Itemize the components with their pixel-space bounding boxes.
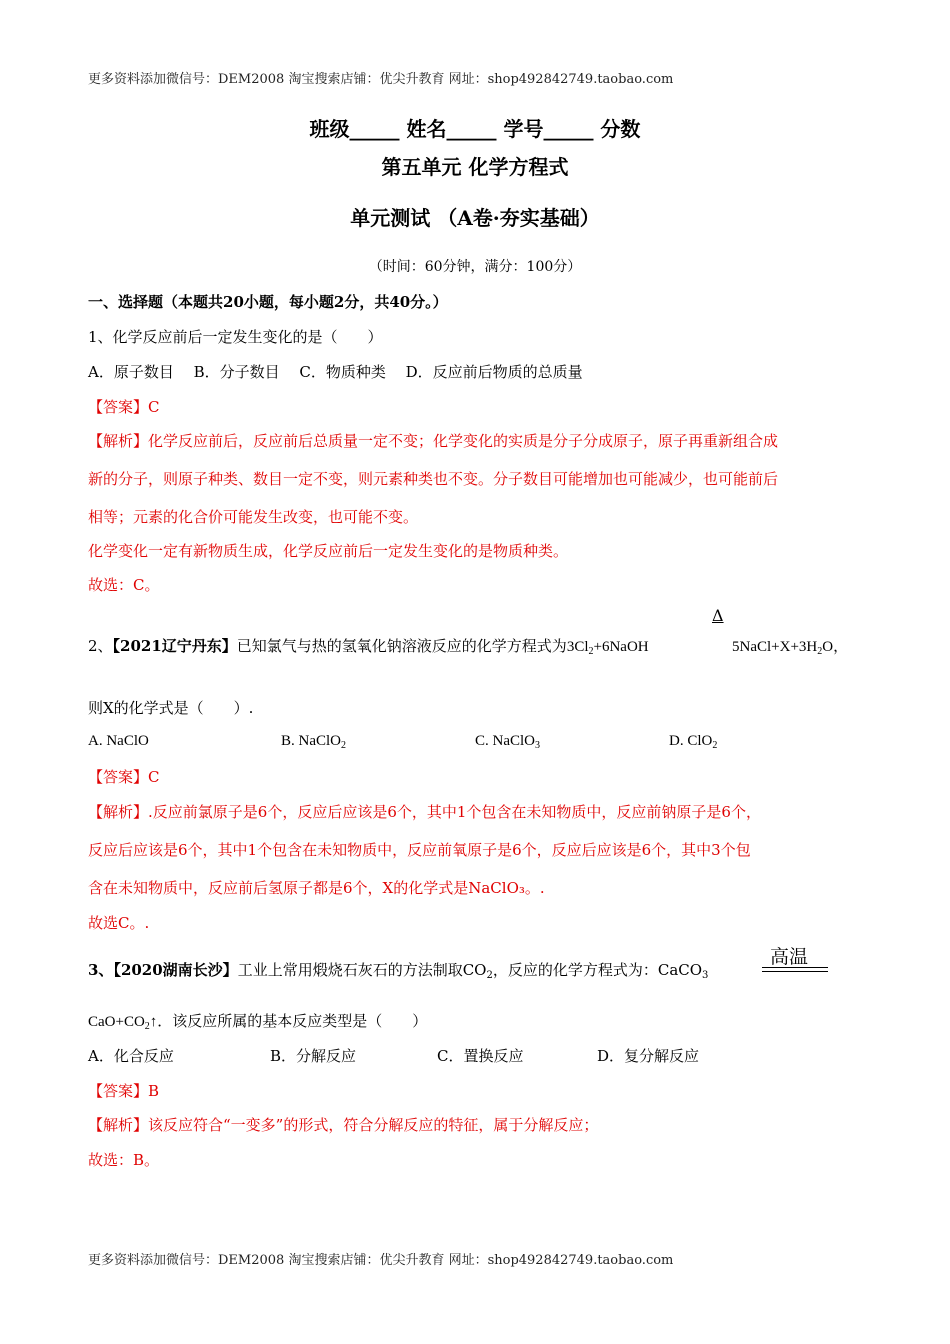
q3-equation-line xyxy=(762,971,828,972)
section-title: 一、选择题（本题共20小题，每小题2分，共40分。） xyxy=(88,293,448,311)
q1-conclusion: 故选：C。 xyxy=(88,576,160,594)
q3-number: 3、 xyxy=(88,961,114,979)
q2-equation-right: $5NaCl+X+3H_2O$， xyxy=(732,639,849,657)
q2-option-a: A. NaClO xyxy=(88,733,149,749)
q2-analysis-line: 含在未知物质中，反应前后氢原子都是6个，X的化学式是NaClO₃。. xyxy=(88,879,545,897)
footer-note: 更多资料添加微信号：DEM2008 淘宝搜索店铺：优尖升教育 网址：shop492842749.taobao.com xyxy=(88,1253,674,1268)
q2-option-b: B. NaClO$_2$ xyxy=(281,733,346,751)
q3-source: 【2020湖南长沙】 xyxy=(113,961,238,979)
q2-equation-left: $3Cl_2+6NaOH$ xyxy=(566,639,649,657)
q2-stem-text: 已知氯气与热的氢氧化钠溶液反应的化学方程式为 xyxy=(236,637,567,655)
q2-number: 2、 xyxy=(88,637,113,655)
q1-analysis-line: 相等；元素的化合价可能发生改变，也可能不变。 xyxy=(88,508,419,526)
q3-option-c: C．置换反应 xyxy=(437,1047,524,1065)
q3-condition-high-temp: 高温 xyxy=(770,947,809,968)
q3-stem-text: 工业上常用煅烧石灰石的方法制取CO xyxy=(237,961,487,979)
q1-analysis-line: 【解析】化学反应前后，反应前后总质量一定不变；化学变化的实质是分子分成原子，原子再重新组合成 xyxy=(88,432,779,450)
q2-followup: 则X的化学式是（ ）. xyxy=(88,699,254,717)
q2-analysis-line: 【解析】.反应前氯原子是6个，反应后应该是6个，其中1个包含在未知物质中，反应前钠原子是6个， xyxy=(88,803,761,821)
q3-answer: 【答案】B xyxy=(88,1082,160,1100)
test-title: 单元测试 （A卷·夯实基础） xyxy=(350,206,600,230)
q2-conclusion: 故选C。. xyxy=(88,914,150,932)
q1-options: A．原子数目 B．分子数目 C．物质种类 D．反应前后物质的总质量 xyxy=(88,363,583,381)
q2-option-c: C. NaClO$_3$ xyxy=(475,733,540,751)
q3-analysis: 【解析】该反应符合“一变多”的形式，符合分解反应的特征，属于分解反应； xyxy=(88,1116,599,1134)
q3-conclusion: 故选：B。 xyxy=(88,1151,160,1169)
q3-equation-products: $CaO+CO_2↑$．该反应所属的基本反应类型是（ ） xyxy=(88,1014,428,1032)
q1-analysis-line: 新的分子，则原子种类、数目一定不变，则元素种类也不变。分子数目可能增加也可能减少，也可能前后 xyxy=(88,470,779,488)
q3-stem: 3、【2020湖南长沙】工业上常用煅烧石灰石的方法制取$CO_2$，反应的化学方程式为：CaCO$_3$ xyxy=(88,961,709,981)
unit-title: 第五单元 化学方程式 xyxy=(381,155,569,179)
q3-option-a: A．化合反应 xyxy=(88,1047,174,1065)
time-info: （时间：60分钟，满分：100分） xyxy=(368,259,582,275)
q2-source: 【2021辽宁丹东】 xyxy=(112,637,237,655)
q2-answer: 【答案】C xyxy=(88,768,160,786)
header-note: 更多资料添加微信号：DEM2008 淘宝搜索店铺：优尖升教育 网址：shop492842749.taobao.com xyxy=(88,72,674,87)
q1-stem: 1、化学反应前后一定发生变化的是（ ） xyxy=(88,328,383,346)
q3-option-d: D．复分解反应 xyxy=(597,1047,700,1065)
q3-equation-line xyxy=(762,967,828,968)
info-line: 班级_____ 姓名_____ 学号_____ 分数 xyxy=(309,117,641,141)
q1-answer: 【答案】C xyxy=(88,398,160,416)
q2-condition-delta: Δ xyxy=(712,606,724,625)
q3-option-b: B．分解反应 xyxy=(270,1047,357,1065)
q2-analysis-line: 反应后应该是6个，其中1个包含在未知物质中，反应前氧原子是6个，反应后应该是6个，其中3个包 xyxy=(88,841,751,859)
q1-analysis-line: 化学变化一定有新物质生成，化学反应前后一定发生变化的是物质种类。 xyxy=(88,542,569,560)
q2-stem xyxy=(88,635,649,656)
q2-option-d: D. ClO$_2$ xyxy=(669,733,718,751)
